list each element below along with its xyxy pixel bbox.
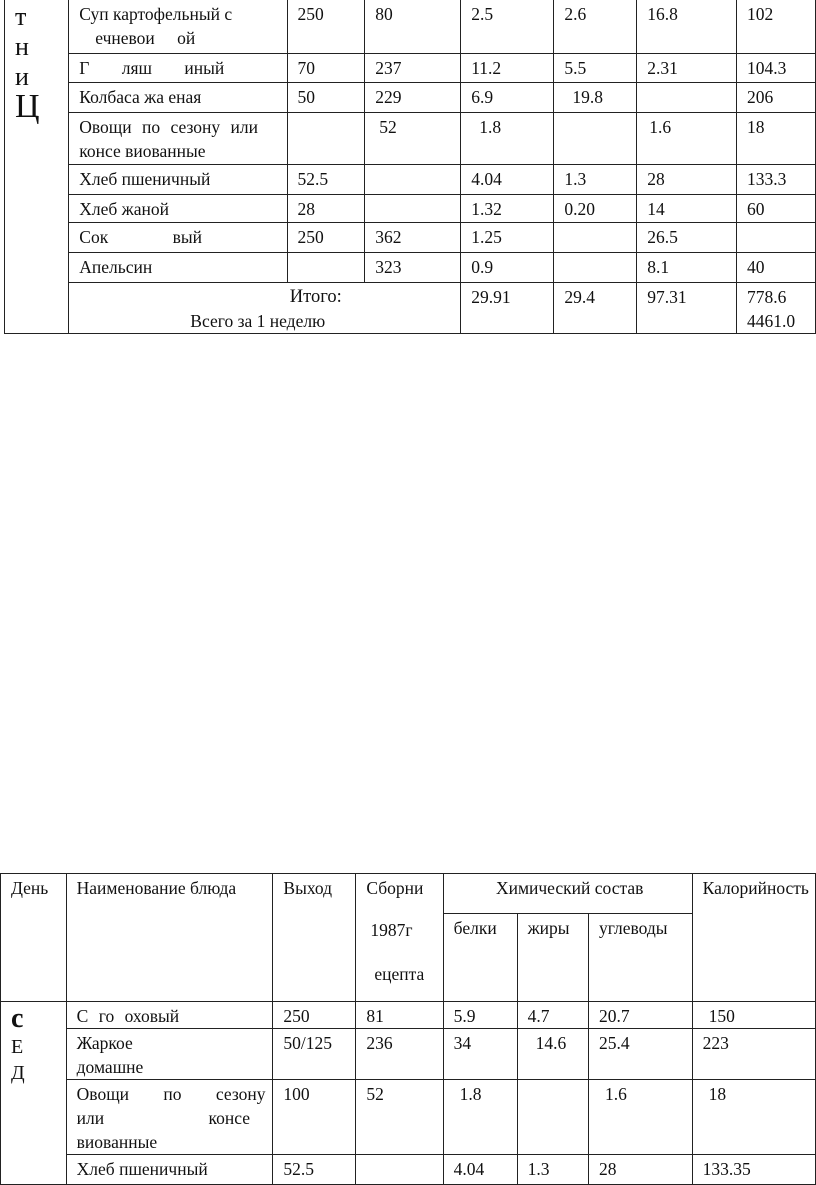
day-cell: [1, 1002, 67, 1185]
output-cell: 250: [287, 223, 365, 253]
output-cell: 52.5: [273, 1155, 356, 1185]
recipe-cell: 81: [356, 1002, 443, 1029]
day-letter: Ц: [15, 88, 40, 125]
fat-cell: 19.8: [554, 83, 637, 113]
recipe-cell: 236: [356, 1029, 443, 1080]
dish-name: Суп картофельный с ечневои ой: [69, 0, 287, 54]
fat-cell: 2.6: [554, 0, 637, 54]
dish-name: Хлеб жаной: [69, 195, 287, 223]
kcal-cell: 150: [692, 1002, 815, 1029]
fat-cell: [554, 223, 637, 253]
dish-name: Хлеб пшеничный: [69, 165, 287, 195]
header-kcal: Калорийность: [692, 874, 815, 1002]
protein-cell: 4.04: [461, 165, 554, 195]
fat-cell: 0.20: [554, 195, 637, 223]
total-kcal-cell: [736, 283, 815, 334]
dish-name: Колбаса жа еная: [69, 83, 287, 113]
header-name: Наименование блюда: [66, 874, 273, 1002]
output-cell: 50/125: [273, 1029, 356, 1080]
kcal-cell: 40: [736, 253, 815, 283]
carbs-cell: 1.6: [588, 1080, 692, 1155]
carbs-cell: 20.7: [588, 1002, 692, 1029]
output-cell: 250: [273, 1002, 356, 1029]
dish-name: Сок вый: [69, 223, 287, 253]
output-cell: 52.5: [287, 165, 365, 195]
day-letter: Е: [11, 1036, 24, 1058]
total-carbs: 97.31: [637, 283, 737, 334]
recipe-cell: 52: [356, 1080, 443, 1155]
total-fat: 29.4: [554, 283, 637, 334]
fat-cell: 4.7: [517, 1002, 588, 1029]
kcal-cell: 133.35: [692, 1155, 815, 1185]
protein-cell: 6.9: [461, 83, 554, 113]
header-recipe: Сборни 1987г ецепта: [356, 874, 443, 1002]
protein-cell: 1.8: [461, 113, 554, 165]
header-protein: белки: [443, 914, 517, 1002]
kcal-cell: 102: [736, 0, 815, 54]
header-fat: жиры: [517, 914, 588, 1002]
kcal-cell: 60: [736, 195, 815, 223]
header-day: День: [1, 874, 67, 1002]
recipe-cell: [365, 195, 461, 223]
kcal-cell: [736, 223, 815, 253]
dish-name: Овощи по сезону или консе виованные: [66, 1080, 273, 1155]
protein-cell: 5.9: [443, 1002, 517, 1029]
header-carbs: углеводы: [588, 914, 692, 1002]
fat-cell: [554, 113, 637, 165]
carbs-cell: 14: [637, 195, 737, 223]
output-cell: 100: [273, 1080, 356, 1155]
output-cell: 70: [287, 54, 365, 83]
dish-name: Апельсин: [69, 253, 287, 283]
kcal-cell: 18: [736, 113, 815, 165]
menu-table-bottom: [0, 873, 816, 1185]
carbs-cell: 2.31: [637, 54, 737, 83]
output-cell: [287, 253, 365, 283]
recipe-cell: [356, 1155, 443, 1185]
carbs-cell: 28: [588, 1155, 692, 1185]
day-letter: н: [15, 32, 29, 61]
header-output: Выход: [273, 874, 356, 1002]
fat-cell: 14.6: [517, 1029, 588, 1080]
dish-name: Жаркое домашне: [66, 1029, 273, 1080]
fat-cell: 5.5: [554, 54, 637, 83]
protein-cell: 1.32: [461, 195, 554, 223]
kcal-cell: 18: [692, 1080, 815, 1155]
recipe-cell: 52: [365, 113, 461, 165]
protein-cell: 4.04: [443, 1155, 517, 1185]
protein-cell: 1.8: [443, 1080, 517, 1155]
total-label: Итого:: [289, 287, 342, 307]
carbs-cell: 26.5: [637, 223, 737, 253]
dish-name: Овощи по сезону или консе виованные: [69, 113, 287, 165]
dish-name: Г ляш иный: [69, 54, 287, 83]
dish-name: Хлеб пшеничный: [66, 1155, 273, 1185]
kcal-cell: 133.3: [736, 165, 815, 195]
output-cell: 50: [287, 83, 365, 113]
carbs-cell: 1.6: [637, 113, 737, 165]
output-cell: 250: [287, 0, 365, 54]
kcal-cell: 206: [736, 83, 815, 113]
day-letter: с: [11, 1003, 24, 1034]
carbs-cell: [637, 83, 737, 113]
fat-cell: [517, 1080, 588, 1155]
protein-cell: 1.25: [461, 223, 554, 253]
menu-table-top: [4, 0, 816, 334]
kcal-cell: 104.3: [736, 54, 815, 83]
recipe-cell: 229: [365, 83, 461, 113]
carbs-cell: 25.4: [588, 1029, 692, 1080]
output-cell: [287, 113, 365, 165]
fat-cell: [554, 253, 637, 283]
week-label: Всего за 1 неделю: [190, 311, 326, 331]
day-letter: и: [15, 62, 29, 91]
recipe-cell: 362: [365, 223, 461, 253]
carbs-cell: 16.8: [637, 0, 737, 54]
protein-cell: 11.2: [461, 54, 554, 83]
protein-cell: 34: [443, 1029, 517, 1080]
total-protein: 29.91: [461, 283, 554, 334]
day-letter: т: [15, 2, 27, 31]
carbs-cell: 28: [637, 165, 737, 195]
total-label-cell: [69, 283, 461, 334]
recipe-cell: 323: [365, 253, 461, 283]
total-kcal: 778.6: [746, 287, 787, 307]
kcal-cell: 223: [692, 1029, 815, 1080]
recipe-cell: 237: [365, 54, 461, 83]
protein-cell: 0.9: [461, 253, 554, 283]
protein-cell: 2.5: [461, 0, 554, 54]
recipe-cell: 80: [365, 0, 461, 54]
fat-cell: 1.3: [554, 165, 637, 195]
output-cell: 28: [287, 195, 365, 223]
dish-name: С го оховый: [66, 1002, 273, 1029]
fat-cell: 1.3: [517, 1155, 588, 1185]
day-cell: [5, 0, 69, 334]
week-kcal: 4461.0: [746, 311, 796, 331]
day-letter: Д: [11, 1062, 25, 1084]
header-chem: Химический состав: [443, 874, 692, 914]
recipe-cell: [365, 165, 461, 195]
carbs-cell: 8.1: [637, 253, 737, 283]
